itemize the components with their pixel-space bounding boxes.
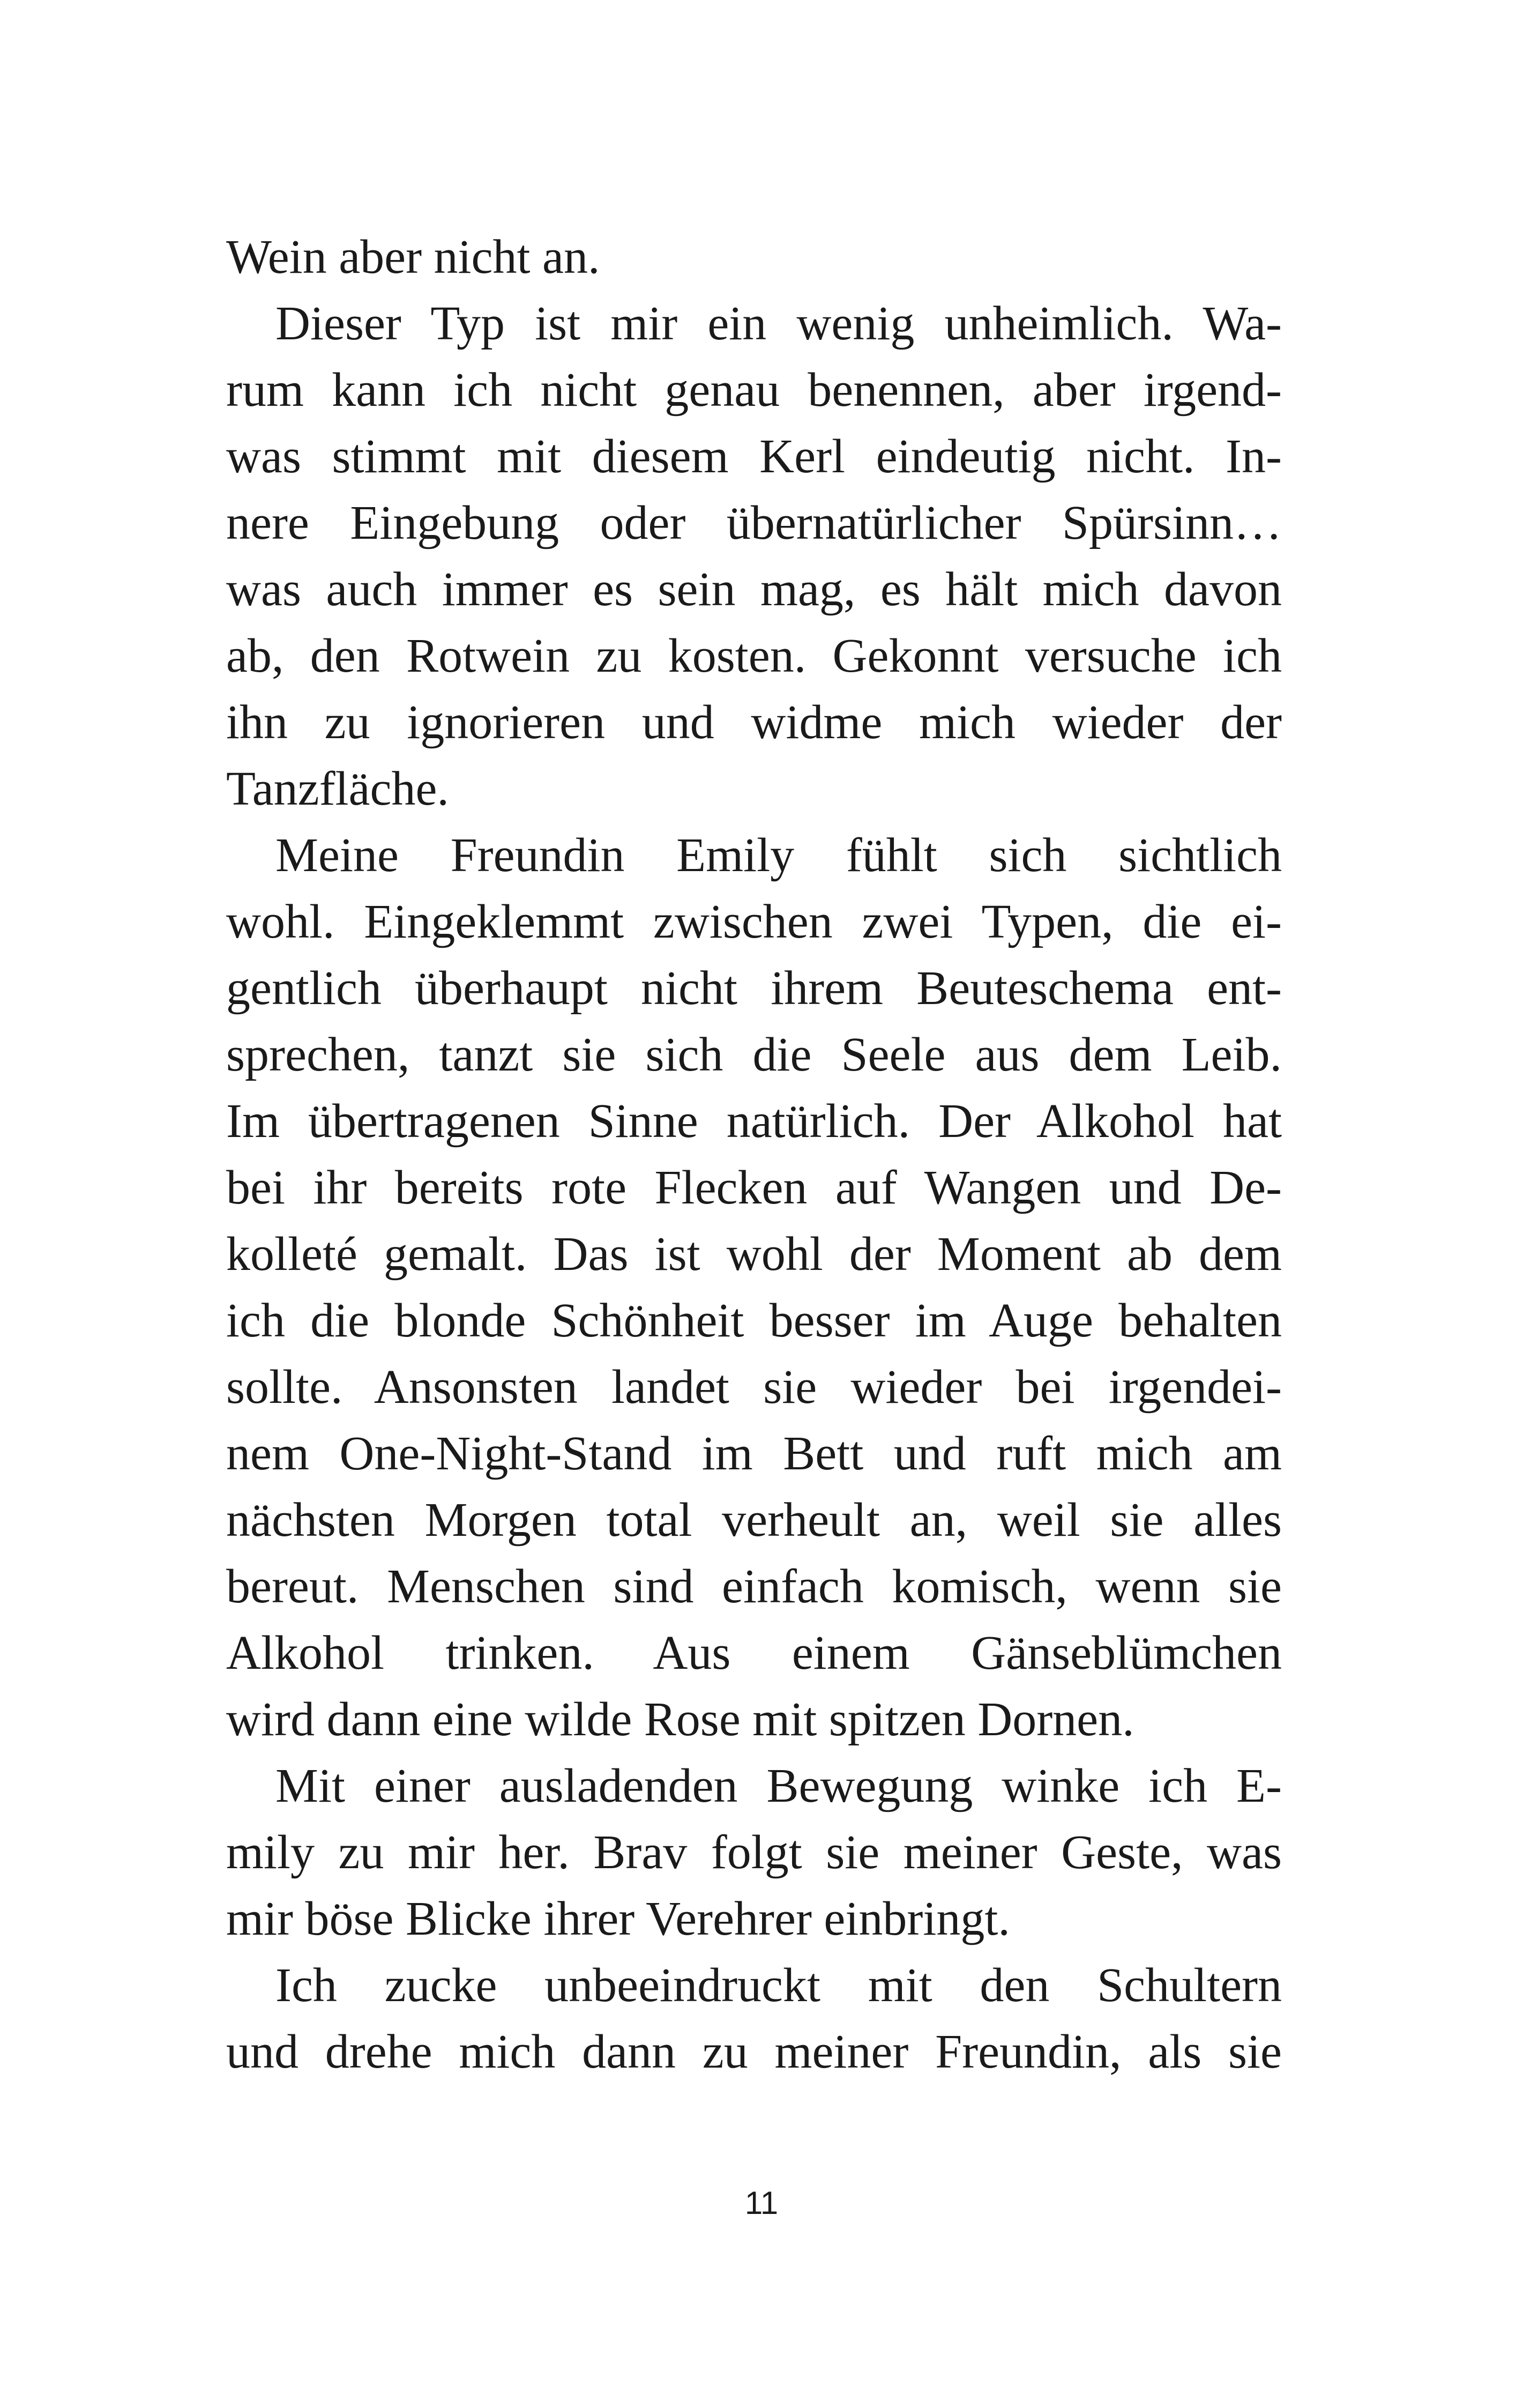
text-line: bei ihr bereits rote Flecken auf Wangen und De- xyxy=(226,1161,1282,1214)
text-line: Mit einer ausladenden Bewegung winke ich E- xyxy=(275,1759,1282,1812)
text-line: Tanzfläche. xyxy=(226,762,449,815)
text-line: Wein aber nicht an. xyxy=(226,231,600,284)
text-line: ab, den Rotwein zu kosten. Gekonnt versuche ich xyxy=(226,629,1282,682)
text-line: gentlich überhaupt nicht ihrem Beuteschema ent- xyxy=(226,962,1282,1015)
text-line: nächsten Morgen total verheult an, weil sie alles xyxy=(226,1493,1282,1547)
text-line: was stimmt mit diesem Kerl eindeutig nicht. In- xyxy=(226,430,1282,483)
text-line: wohl. Eingeklemmt zwischen zwei Typen, die ei- xyxy=(226,895,1282,948)
text-line: Ich zucke unbeeindruckt mit den Schultern xyxy=(275,1959,1282,2012)
text-line: ich die blonde Schönheit besser im Auge behalten xyxy=(226,1294,1282,1347)
text-line: und drehe mich dann zu meiner Freundin, als sie xyxy=(226,2025,1282,2078)
body-text xyxy=(226,224,1282,2085)
text-line: rum kann ich nicht genau benennen, aber irgend- xyxy=(226,363,1282,417)
text-line: Meine Freundin Emily fühlt sich sichtlich xyxy=(275,829,1282,882)
page-number: 11 xyxy=(744,2185,779,2221)
text-line: ihn zu ignorieren und widme mich wieder der xyxy=(226,696,1282,749)
text-line: nere Eingebung oder übernatürlicher Spürsinn… xyxy=(226,496,1282,549)
text-line: mily zu mir her. Brav folgt sie meiner Geste, was xyxy=(226,1826,1282,1879)
text-line: nem One-Night-Stand im Bett und ruft mich am xyxy=(226,1427,1282,1480)
text-line: Im übertragenen Sinne natürlich. Der Alkohol hat xyxy=(226,1095,1282,1148)
text-line: bereut. Menschen sind einfach komisch, wenn sie xyxy=(226,1560,1282,1613)
text-line: sprechen, tanzt sie sich die Seele aus dem Leib. xyxy=(226,1028,1282,1081)
text-line: was auch immer es sein mag, es hält mich davon xyxy=(226,563,1282,616)
text-line: kolleté gemalt. Das ist wohl der Moment ab dem xyxy=(226,1228,1282,1281)
text-line: sollte. Ansonsten landet sie wieder bei irgendei- xyxy=(226,1361,1282,1414)
text-line: wird dann eine wilde Rose mit spitzen Dornen. xyxy=(226,1693,1134,1746)
text-line: mir böse Blicke ihrer Verehrer einbringt. xyxy=(226,1892,1010,1945)
text-line: Dieser Typ ist mir ein wenig unheimlich. Wa- xyxy=(275,297,1282,350)
text-line: Alkohol trinken. Aus einem Gänseblümchen xyxy=(226,1626,1282,1679)
